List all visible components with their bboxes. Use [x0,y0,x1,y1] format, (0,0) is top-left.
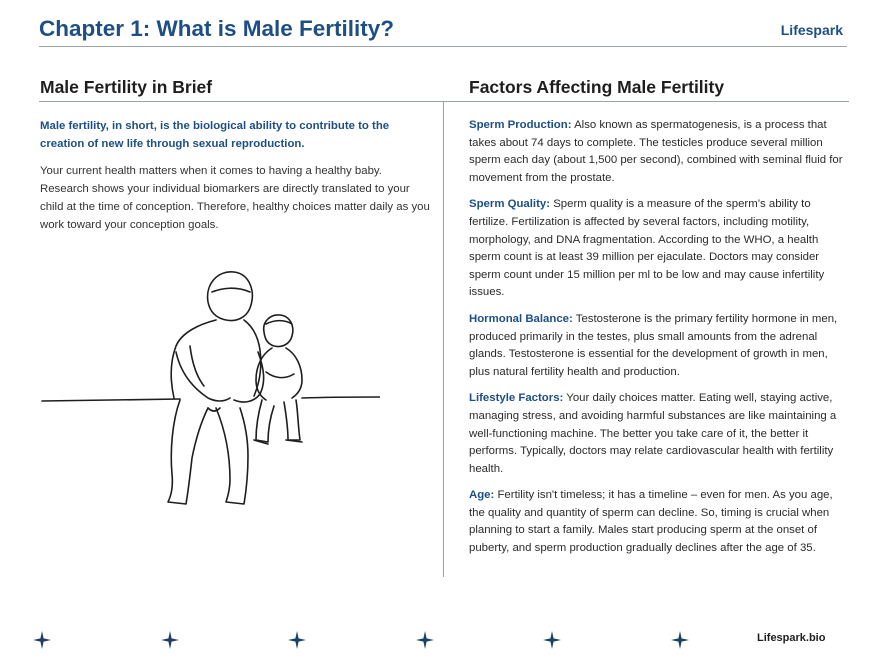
factor-lifestyle [469,390,849,478]
factor-hormonal-balance [469,311,849,381]
sparkle-icon [33,631,51,649]
factor-term: Hormonal Balance: [469,312,573,325]
column-divider [443,101,444,577]
left-column-heading: Male Fertility in Brief [40,77,213,97]
factor-age [469,487,849,557]
factor-term: Lifestyle Factors: [469,392,564,405]
sparkle-icon [416,631,434,649]
factor-sperm-production [469,117,849,187]
factor-text: Your daily choices matter. Eating well, staying active, managing stress, and avoiding harmful substances are like maintaining a well-functioning machine. The better you take care of it, the better it performs. Typically, doctors may relate cardiovascular health with fertility health. [469,392,837,475]
right-column-heading: Factors Affecting Male Fertility [469,77,725,97]
sparkle-icon [671,631,689,649]
sparkle-icon [161,631,179,649]
factor-text: Sperm quality is a measure of the sperm’s ability to fertilize. Fertilization is affected by several factors, including motility, morphology, and DNA fragmentation. According to the WHO, a health sperm count is at least 39 million per ejaculate. Doctors may consider sperm count under 15 million per ml to be low and may cause infertility issues. [469,198,825,299]
chapter-title: Chapter 1: What is Male Fertility? [39,16,395,41]
header-divider [39,46,847,47]
lead-paragraph: Male fertility, in short, is the biological ability to contribute to the creation of new life through sexual reproduction. [40,120,390,150]
factor-term: Age: [469,489,495,502]
factors-list [469,117,849,567]
factor-text: Fertility isn't timeless; it has a timeline – even for men. As you age, the quality and quantity of sperm can decline. So, timing is crucial when planning to start a family. Males start producing sperm at the onset of puberty, and sperm production gradually declines after the age of 35. [469,489,833,555]
brand-logo: Lifespark [780,22,843,38]
sparkle-icon [288,631,306,649]
factor-sperm-quality [469,196,849,302]
factor-term: Sperm Production: [469,119,572,131]
footer-site-url: Lifespark.bio [757,632,826,644]
father-son-illustration [40,262,380,512]
intro-paragraph: Your current health matters when it comes to having a healthy baby. Research shows your individual biomarkers are directly translated to your child at the time of conception. Therefore, healthy choices matter daily as you work toward your conception goals. [40,165,430,231]
left-heading-rule [39,101,443,102]
sparkle-icon [543,631,561,649]
factor-term: Sperm Quality: [469,198,551,211]
factor-text: Testosterone is the primary fertility hormone in men, produced primarily in the testes, plus small amounts from the adrenal glands. Testosterone is essential for the development of growth in men, plus natural fertility health and production. [469,312,838,378]
right-heading-rule [443,101,849,102]
factor-text: Also known as spermatogenesis, is a process that takes about 74 days to complete. The testicles produce several million sperm each day (about 1,500 per second), combined with seminal fluid for movement from the prostate. [469,119,843,184]
